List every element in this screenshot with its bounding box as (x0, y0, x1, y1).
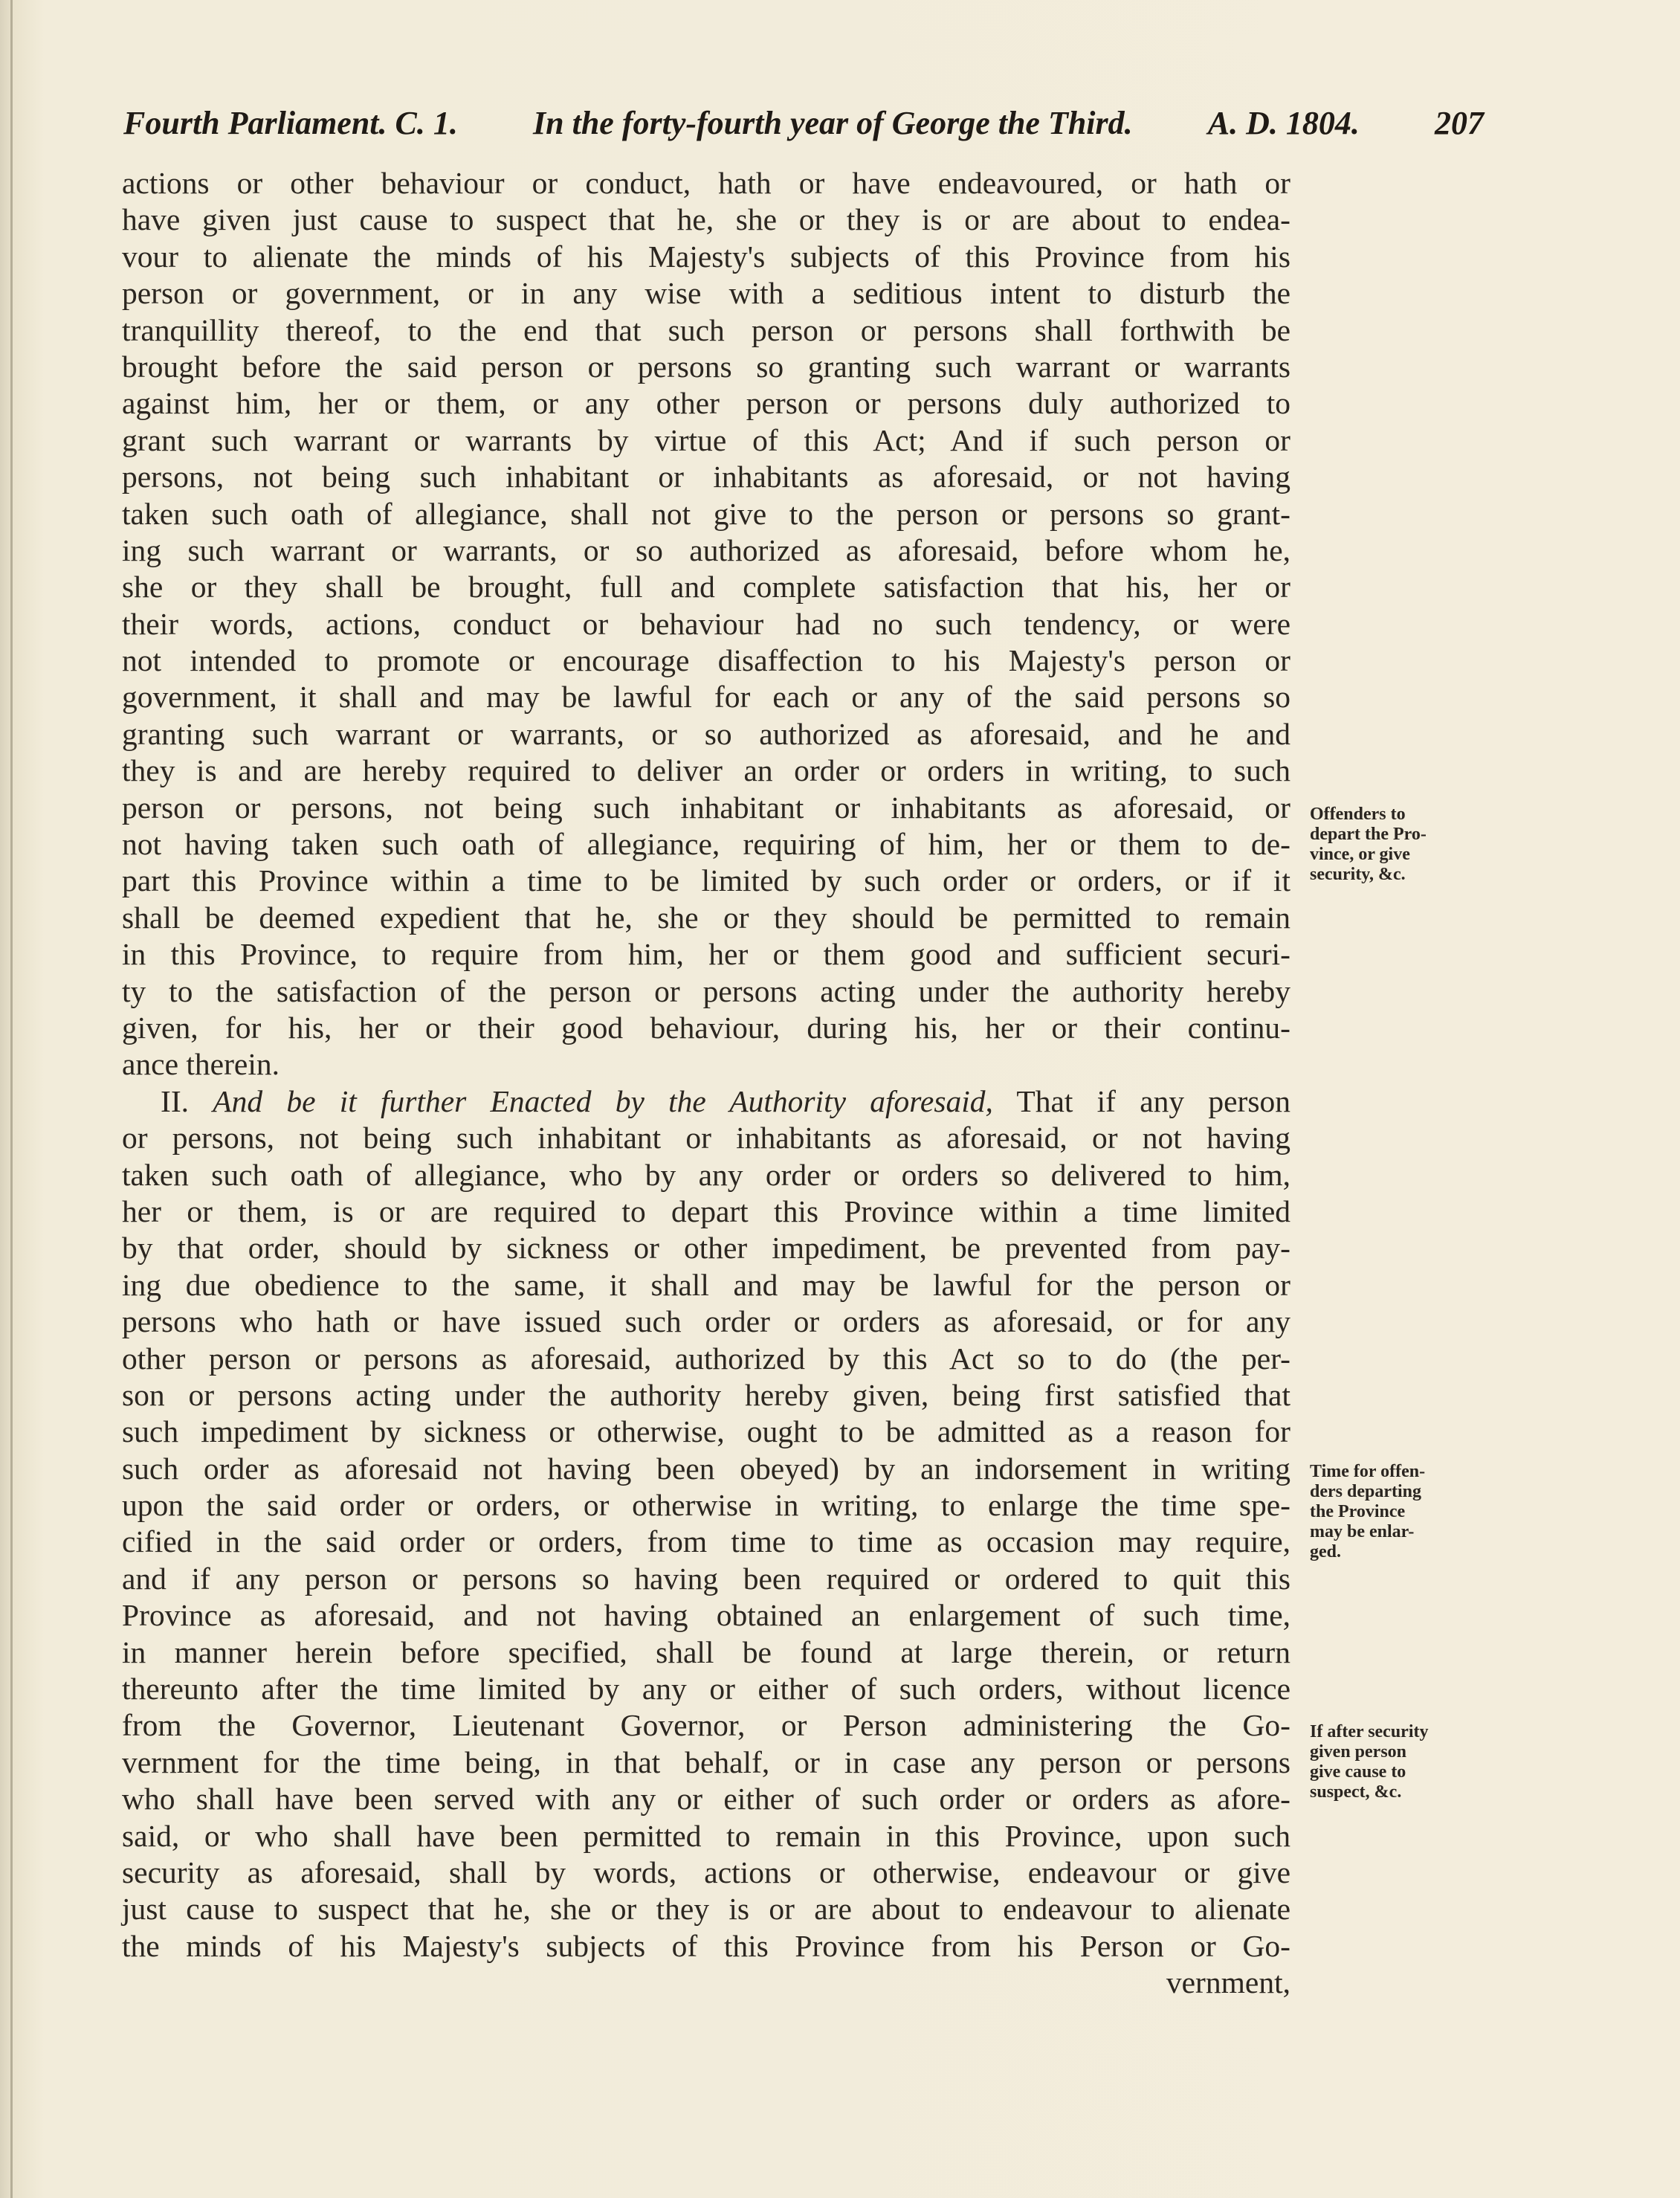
body-line: her or them, is or are required to depart this Province within a time limited (122, 1193, 1290, 1228)
body-line: person or government, or in any wise with a seditious intent to disturb the (122, 276, 1290, 311)
body-line: or persons, not being such inhabitant or inhabitants as aforesaid, or not having (122, 1121, 1290, 1156)
margin-note-line: the Province (1310, 1502, 1406, 1521)
body-line: given, for his, her or their good behaviour, during his, her or their continu- (122, 1010, 1290, 1045)
body-line: vernment for the time being, in that behalf, or in case any person or persons (122, 1744, 1290, 1779)
margin-note-line: suspect, &c. (1310, 1782, 1402, 1802)
enacting-clause: And be it further Enacted by the Authority aforesaid, (213, 1083, 993, 1118)
body-line: upon the said order or orders, or otherwise in writing, to enlarge the time spe- (122, 1488, 1290, 1523)
body-line: the minds of his Majesty's subjects of this Province from his Person or Go- (122, 1928, 1290, 1963)
margin-note-line: vince, or give (1310, 845, 1410, 864)
margin-note-line: Time for offen- (1310, 1462, 1426, 1481)
body-line: vernment, (1166, 1965, 1290, 2000)
body-line: granting such warrant or warrants, or so authorized as aforesaid, and he and (122, 716, 1290, 751)
margin-note-time-for-offenders (1310, 1462, 1481, 1562)
body-line: ance therein. (122, 1047, 280, 1082)
body-line: other person or persons as aforesaid, authorized by this Act so to do (the per- (122, 1341, 1290, 1376)
body-line: who shall have been served with any or either of such order or orders as afore- (122, 1782, 1290, 1817)
body-line: ing due obedience to the same, it shall and may be lawful for the person or (122, 1267, 1290, 1302)
margin-note-security (1310, 1722, 1481, 1802)
body-line: just cause to suspect that he, she or they is or are about to endeavour to alienate (122, 1892, 1290, 1927)
binding-edge (10, 0, 13, 2198)
running-header (123, 104, 1484, 149)
body-line: vour to alienate the minds of his Majesty's subjects of this Province from his (122, 239, 1290, 274)
body-line: taken such oath of allegiance, who by any order or orders so delivered to him, (122, 1157, 1290, 1192)
body-line: not having taken such oath of allegiance, requiring of him, her or them to de- (122, 827, 1290, 862)
body-line: such impediment by sickness or otherwise, ought to be admitted as a reason for (122, 1414, 1290, 1449)
body-line: by that order, should by sickness or other impediment, be prevented from pay- (122, 1231, 1290, 1266)
body-line: not intended to promote or encourage disaffection to his Majesty's person or (122, 643, 1290, 678)
header-date: A. D. 1804. (1207, 105, 1360, 141)
header-reign: In the forty-fourth year of George the Third. (533, 105, 1133, 141)
body-line: from the Governor, Lieutenant Governor, or Person administering the Go- (122, 1708, 1290, 1743)
header-parliament: Fourth Parliament. C. 1. (123, 105, 458, 141)
margin-note-line: given person (1310, 1742, 1407, 1762)
body-line: thereunto after the time limited by any or either of such orders, without licence (122, 1672, 1290, 1706)
margin-note-line: may be enlar- (1310, 1522, 1415, 1541)
body-line: person or persons, not being such inhabitant or inhabitants as aforesaid, or (122, 790, 1290, 825)
body-line: in manner herein before specified, shall be found at large therein, or return (122, 1634, 1290, 1669)
page-number: 207 (1435, 105, 1484, 141)
body-line: in this Province, to require from him, her or them good and sufficient securi- (122, 937, 1290, 972)
body-line: grant such warrant or warrants by virtue of this Act; And if such person or (122, 422, 1290, 457)
body-line: security as aforesaid, shall by words, actions or otherwise, endeavour or give (122, 1854, 1290, 1889)
body-line: tranquillity thereof, to the end that such person or persons shall forthwith be (122, 312, 1290, 347)
margin-note-line: depart the Pro- (1310, 825, 1427, 844)
margin-note-line: give cause to (1310, 1762, 1406, 1782)
margin-note-offenders (1310, 805, 1481, 885)
body-line: part this Province within a time to be limited by such order or orders, or if it (122, 863, 1290, 898)
section-numeral: II. (161, 1083, 213, 1118)
margin-note-line: security, &c. (1310, 865, 1406, 884)
margin-note-line: If after security (1310, 1722, 1429, 1741)
body-text (122, 165, 1290, 2002)
body-line: ty to the satisfaction of the person or persons acting under the authority hereby (122, 973, 1290, 1008)
body-line: cified in the said order or orders, from time to time as occasion may require, (122, 1524, 1290, 1559)
body-line: said, or who shall have been permitted to remain in this Province, upon such (122, 1818, 1290, 1853)
body-line: Province as aforesaid, and not having obtained an enlargement of such time, (122, 1598, 1290, 1633)
body-line: shall be deemed expedient that he, she or they should be permitted to remain (122, 900, 1290, 935)
margin-note-line: Offenders to (1310, 805, 1406, 824)
body-line: they is and are hereby required to deliver an order or orders in writing, to such (122, 753, 1290, 788)
body-line: ing such warrant or warrants, or so authorized as aforesaid, before whom he, (122, 532, 1290, 567)
margin-note-line: ged. (1310, 1542, 1341, 1562)
margin-note-line: ders departing (1310, 1482, 1421, 1501)
body-line: and if any person or persons so having been required or ordered to quit this (122, 1561, 1290, 1596)
body-line: have given just cause to suspect that he, she or they is or are about to endea- (122, 202, 1290, 237)
section-two-continuation: That if any person (992, 1083, 1291, 1118)
body-line: such order as aforesaid not having been obeyed) by an indorsement in writing (122, 1451, 1290, 1486)
body-line: persons who hath or have issued such order or orders as aforesaid, or for any (122, 1304, 1290, 1339)
body-line: government, it shall and may be lawful for each or any of the said persons so (122, 680, 1290, 715)
body-line: actions or other behaviour or conduct, hath or have endeavoured, or hath or (122, 166, 1290, 200)
body-line: brought before the said person or persons so granting such warrant or warrants (122, 349, 1290, 384)
section-two-line (122, 1083, 1290, 1120)
body-line: she or they shall be brought, full and complete satisfaction that his, her or (122, 570, 1290, 605)
body-line: taken such oath of allegiance, shall not give to the person or persons so grant- (122, 496, 1290, 531)
body-line: son or persons acting under the authority hereby given, being first satisfied that (122, 1377, 1290, 1412)
body-line: against him, her or them, or any other person or persons duly authorized to (122, 386, 1290, 421)
body-line: their words, actions, conduct or behaviour had no such tendency, or were (122, 606, 1290, 641)
body-line: persons, not being such inhabitant or inhabitants as aforesaid, or not having (122, 460, 1290, 494)
